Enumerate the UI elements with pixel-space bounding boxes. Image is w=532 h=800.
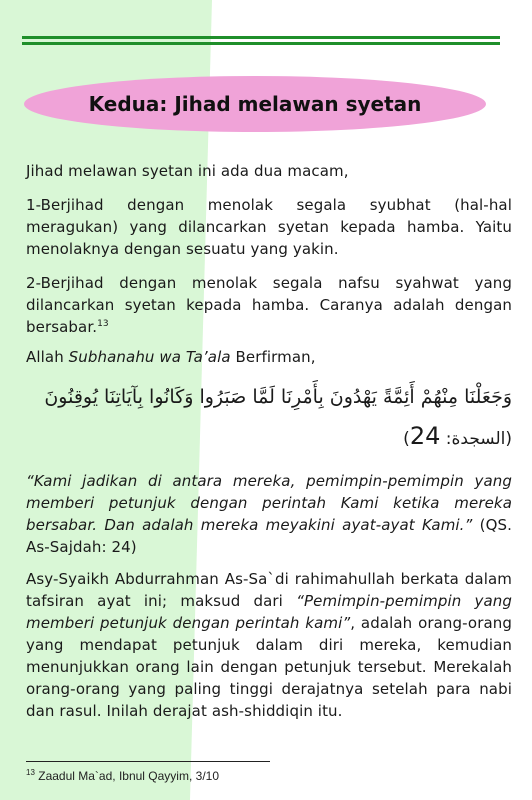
ayah-number: 24 xyxy=(409,422,441,450)
footnote-mark: 13 xyxy=(26,768,35,777)
footnote xyxy=(26,768,219,783)
intro-paragraph: Jihad melawan syetan ini ada dua macam, xyxy=(26,162,349,180)
footnote-reference[interactable]: 13 xyxy=(97,319,109,329)
footnote-text: Zaadul Ma`ad, Ibnul Qayyim, 3/10 xyxy=(34,769,219,783)
point-2-paragraph xyxy=(26,272,512,338)
commentary-part-1: Asy-Syaikh Abdurrahman As-Sa`di rahimahullah berkata dalam tafsiran ayat ini; maksud dari xyxy=(26,570,512,610)
commentary-paragraph xyxy=(26,568,512,722)
translation-italic: “Kami jadikan di antara mereka, pemimpin-pemimpin yang memberi petunjuk dengan perintah Kami ketika mereka bersabar. Dan adalah mereka meyakini ayat-ayat Kami.” xyxy=(26,472,512,534)
translation-ref: (QS. As-Sajdah: 24) xyxy=(26,516,513,556)
point-1-paragraph: 1-Berjihad dengan menolak segala syubhat (hal-hal meragukan) yang dilancarkan syetan kepada hamba. Yaitu menolaknya dengan sesuatu yang yakin. xyxy=(26,196,512,258)
commentary-quote: “Pemimpin-pemimpin yang memberi petunjuk dengan perintah kami” xyxy=(26,592,513,632)
top-rule-1 xyxy=(22,36,500,39)
verse-reference xyxy=(403,422,512,450)
translation-paragraph xyxy=(26,470,512,558)
footnote-separator xyxy=(26,761,270,762)
surah-name: (السجدة: xyxy=(440,429,512,449)
arabic-verse: وَجَعَلْنَا مِنْهُمْ أَئِمَّةً يَهْدُونَ بِأَمْرِنَا لَمَّا صَبَرُوا وَكَانُوا بِآيَاتِنَا يُوقِنُونَ xyxy=(44,386,512,408)
commentary-part-2: , adalah orang-orang yang mendapat petunjuk dalam diri mereka, kemudian menunjukkan orang lain dengan petunjuk tersebut. Merekalah orang-orang yang paling tinggi derajatnya setelah para nabi dan rasul. Inilah derajat ash-shiddiqin itu. xyxy=(26,614,512,720)
allah-prefix: Allah xyxy=(26,348,69,366)
section-heading xyxy=(24,76,486,132)
allah-berfirman-line xyxy=(26,346,512,368)
allah-suffix: Berfirman, xyxy=(230,348,316,366)
section-heading-text: Kedua: Jihad melawan syetan xyxy=(88,92,422,116)
verse-close: ) xyxy=(403,429,410,449)
top-rule-2 xyxy=(22,42,500,45)
point-2-text: 2-Berjihad dengan menolak segala nafsu syahwat yang dilancarkan syetan kepada hamba. Caranya adalah dengan bersabar. xyxy=(26,274,512,336)
allah-italic: Subhanahu wa Ta’ala xyxy=(68,348,231,366)
